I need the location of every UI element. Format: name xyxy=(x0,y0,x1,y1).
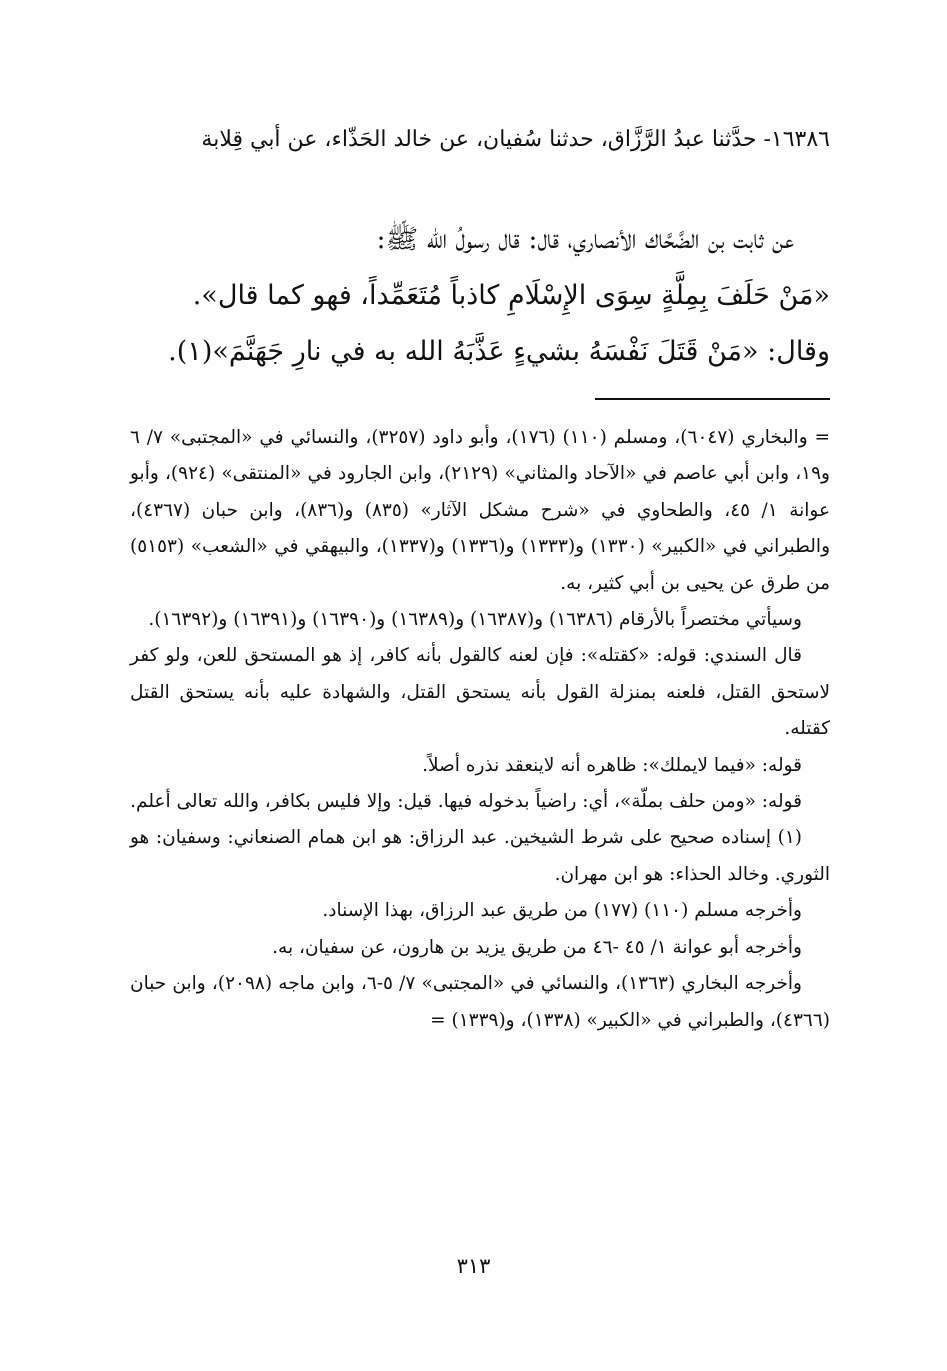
footnote-paragraph: = والبخاري (٦٠٤٧)، ومسلم (١١٠) (١٧٦)، وأبو داود (٣٢٥٧)، والنسائي في «المجتبى» ٧/ ٦ و١٩، وابن أبي عاصم في «الآحاد والمثاني» (٢١٢٩)، وابن الجارود في «المنتقى» (٩٢٤)، وأبو عوانة ١/ ٤٥، والطحاوي في «شرح مشكل الآثار» (٨٣٥) و(٨٣٦)، وابن حبان (٤٣٦٧)، والطبراني في «الكبير» (١٣٣٠) و(١٣٣٣) و(١٣٣٦) و(١٣٣٧)، والبيهقي في «الشعب» (٥١٥٣) من طرق عن يحيى بن أبي كثير، به. xyxy=(130,427,831,594)
footnote-paragraph: (١) إسناده صحيح على شرط الشيخين. عبد الرزاق: هو ابن همام الصنعاني: وسفيان: هو الثوري. وخالد الحذاء: هو ابن مهران. xyxy=(130,827,830,885)
hadith-line: عن ثابت بن الضَّحَّاك الأنصاري، قال: قال رسولُ الله ﷺ: xyxy=(376,224,794,255)
hadith-line: وقال: «مَنْ قَتَلَ نَفْسَهُ بشيءٍ عَذَّبَهُ الله به في نارِ جَهَنَّمَ»(١). xyxy=(168,336,830,367)
hadith-chain: ١٦٣٨٦- حدَّثنا عبدُ الرَّزَّاق، حدثنا سُفيان، عن خالد الحَذّاء، عن أبي قِلابة xyxy=(201,127,830,152)
footnote-paragraph: وأخرجه أبو عوانة ١/ ٤٥ -٤٦ من طريق يزيد بن هارون، عن سفيان، به. xyxy=(272,936,802,958)
footnote-paragraph: قال السندي: قوله: «كقتله»: فإن لعنه كالقول بأنه كافر، إذ هو المستحق للعن، ولو كفر لاستحق القتل، فلعنه بمنزلة القول بأنه يستحق القتل، والشهادة عليه بأنه يستحق القتل كقتله. xyxy=(130,645,830,740)
footnotes xyxy=(130,420,830,1039)
footnote-paragraph: وسيأتي مختصراً بالأرقام (١٦٣٨٦) و(١٦٣٨٧) و(١٦٣٨٩) و(١٦٣٩٠) و(١٦٣٩١) و(١٦٣٩٢). xyxy=(148,609,802,631)
footnote-paragraph: قوله: «ومن حلف بملّة»، أي: راضياً بدخوله فيها. قيل: وإلا فليس بكافر، والله تعالى أعلم. xyxy=(130,791,802,813)
hadith-line: «مَنْ حَلَفَ بِمِلَّةٍ سِوَى الإِسْلَامِ كاذباً مُتَعَمِّداً، فهو كما قال». xyxy=(192,280,830,311)
footnote-paragraph: وأخرجه البخاري (١٣٦٣)، والنسائي في «المجتبى» ٧/ ٥-٦، وابن ماجه (٢٠٩٨)، وابن حبان (٤٣٦٦)، والطبراني في «الكبير» (١٣٣٨)، و(١٣٣٩) = xyxy=(130,973,830,1031)
footnote-paragraph: قوله: «فيما لايملك»: ظاهره أنه لاينعقد نذره أصلاً. xyxy=(422,754,802,776)
page-number: ٣١٣ xyxy=(456,1254,491,1278)
footnote-paragraph: وأخرجه مسلم (١١٠) (١٧٧) من طريق عبد الرزاق، بهذا الإسناد. xyxy=(322,900,802,922)
footnote-separator xyxy=(595,398,830,400)
hadith-text xyxy=(130,212,830,380)
